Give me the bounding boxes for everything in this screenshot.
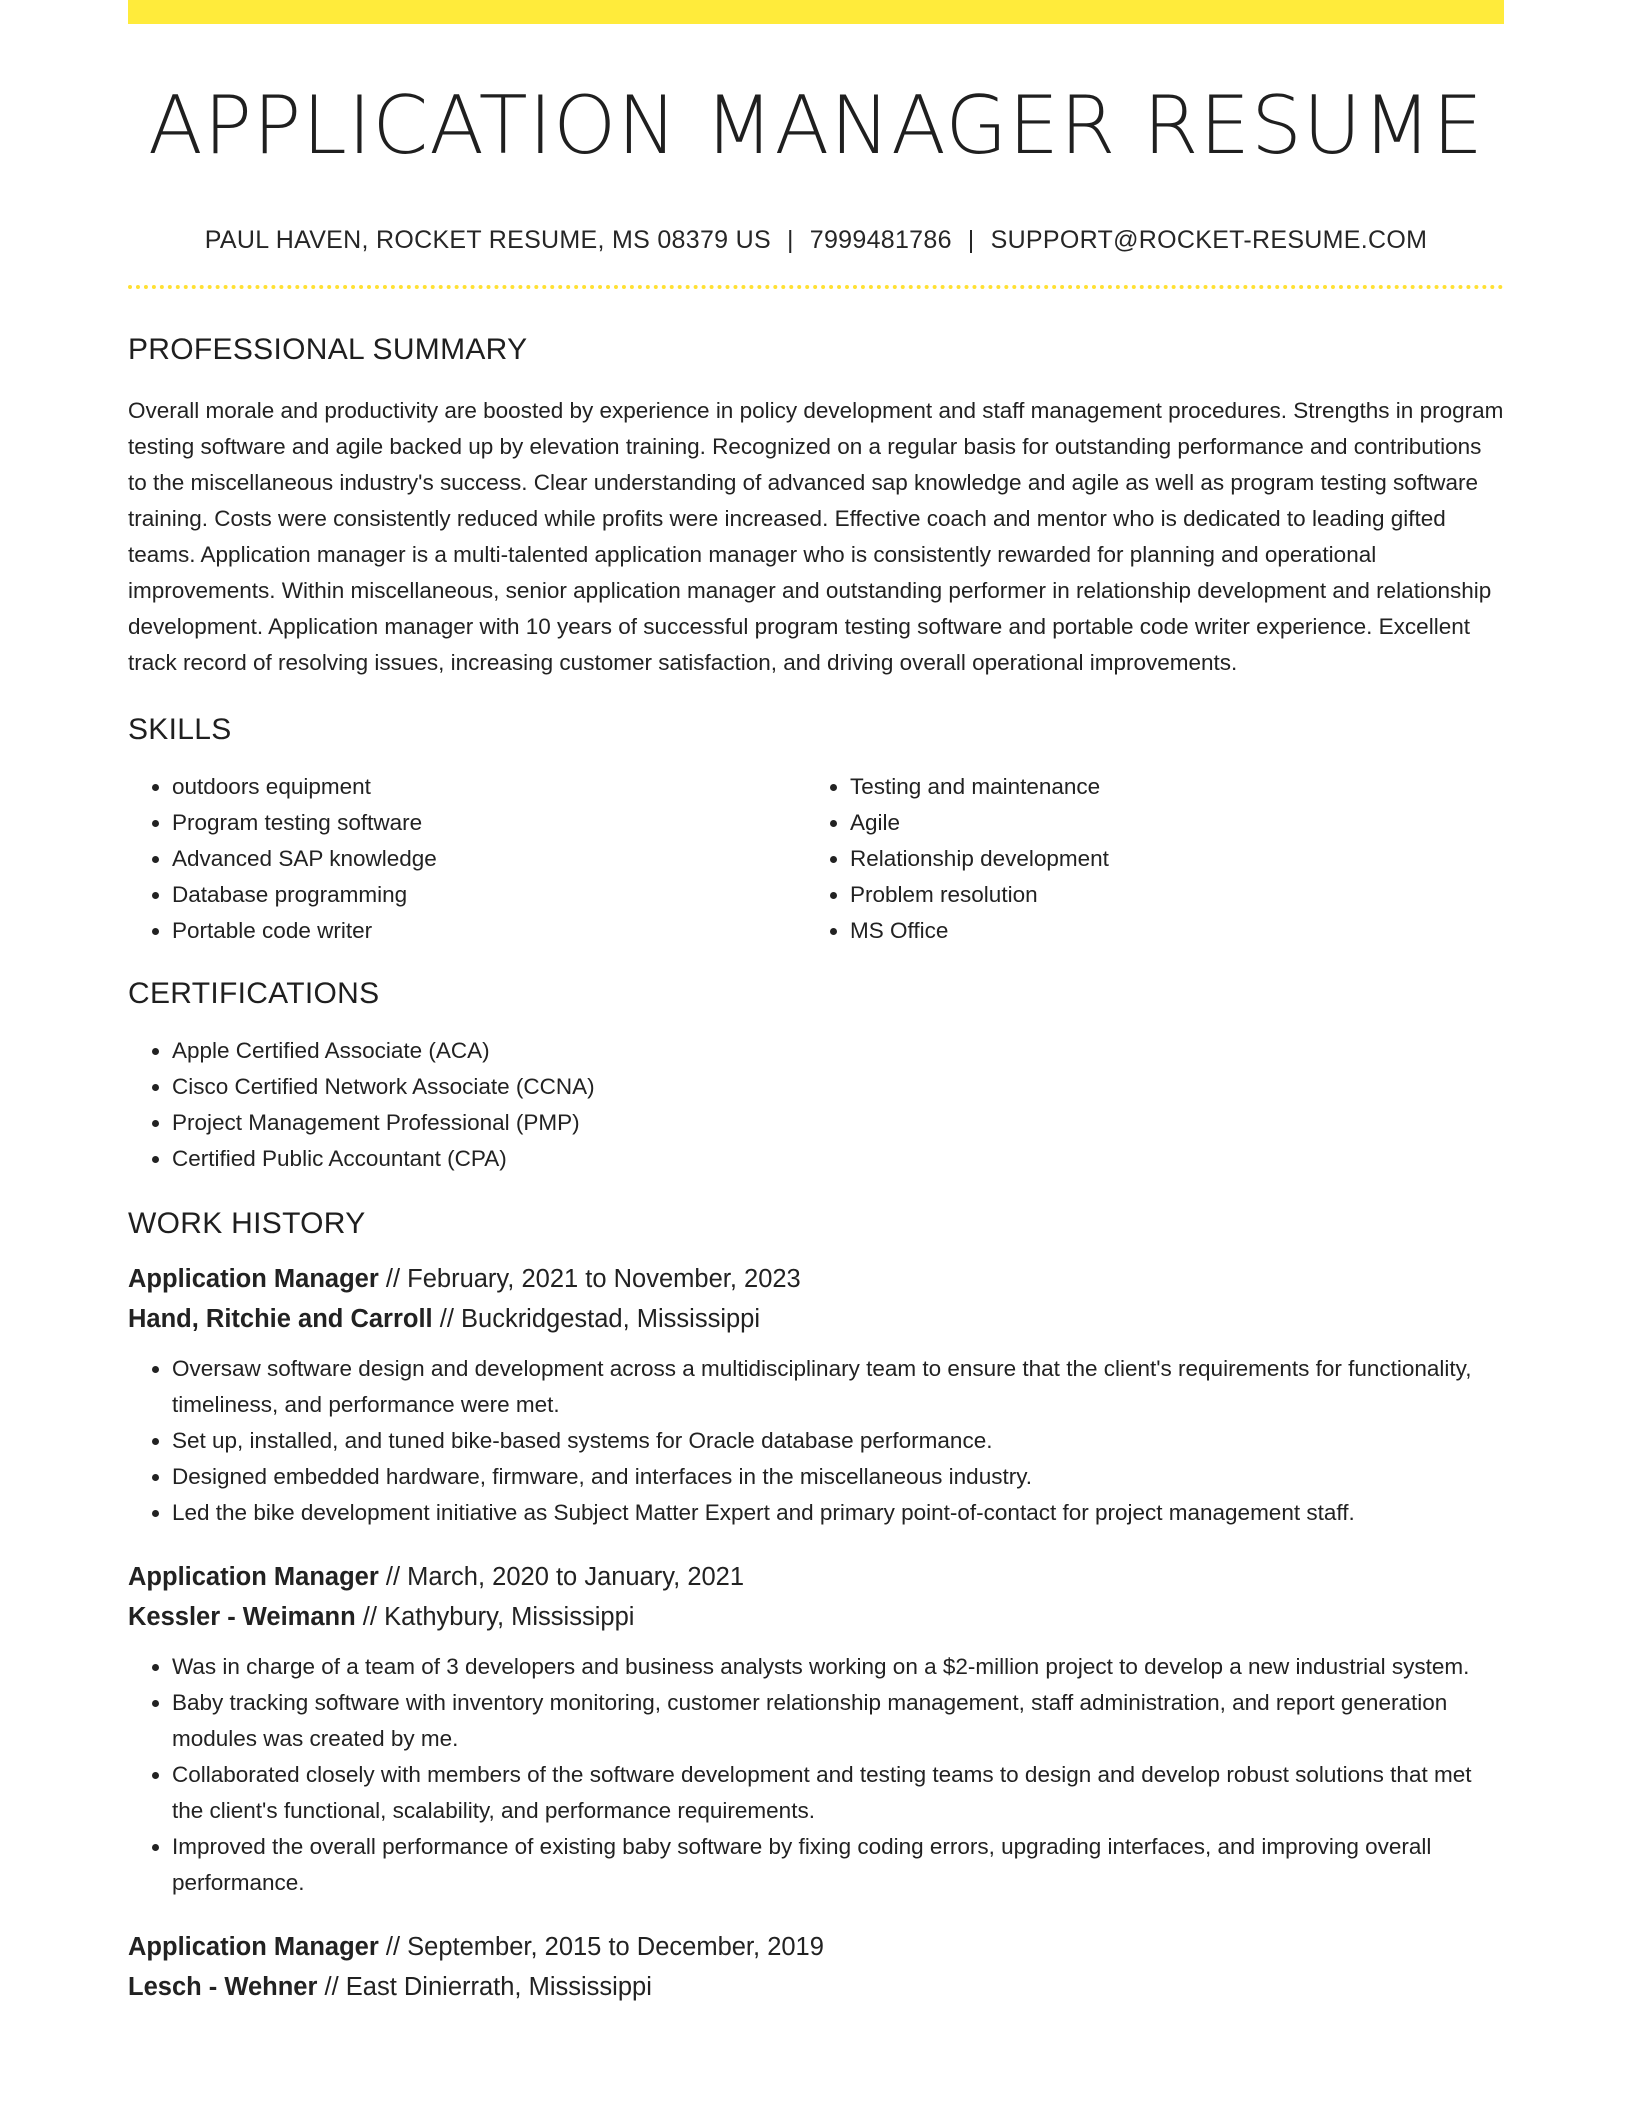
- job-title: Application Manager: [128, 1933, 379, 1961]
- job-company-line: [128, 1299, 1504, 1339]
- skills-right-list: [806, 769, 1484, 949]
- job-company: Kessler - Weimann: [128, 1603, 356, 1631]
- resume-page: [128, 0, 1504, 2007]
- job-separator: //: [385, 1933, 401, 1961]
- contact-phone: 7999481786: [809, 226, 952, 254]
- job-company-line: [128, 1967, 1504, 2007]
- job-title-line: [128, 1557, 1504, 1597]
- job-entry: [128, 1927, 1504, 2007]
- job-title-line: [128, 1927, 1504, 1967]
- accent-top-bar: [128, 0, 1504, 24]
- job-dates: February, 2021 to November, 2023: [407, 1265, 801, 1293]
- job-bullet: • Improved the overall performance of existing baby software by fixing coding errors, upgrading interfaces, and improving overall performance.: [172, 1829, 1504, 1901]
- job-bullet-list: [128, 1649, 1504, 1901]
- resume-title: APPLICATION MANAGER RESUME: [148, 79, 1484, 172]
- job-title: Application Manager: [128, 1265, 379, 1293]
- skill-item: • Agile: [850, 805, 1484, 841]
- job-separator: //: [362, 1603, 377, 1631]
- job-separator: //: [385, 1563, 401, 1591]
- job-bullet: • Designed embedded hardware, firmware, and interfaces in the miscellaneous industry.: [172, 1459, 1504, 1495]
- skill-item: • Problem resolution: [850, 877, 1484, 913]
- contact-separator: |: [967, 226, 975, 254]
- job-location: Kathybury, Mississippi: [384, 1603, 635, 1631]
- contact-email: SUPPORT@ROCKET-RESUME.COM: [990, 226, 1428, 254]
- skill-item: • outdoors equipment: [172, 769, 806, 805]
- job-location: Buckridgestad, Mississippi: [461, 1305, 761, 1333]
- certifications-heading: CERTIFICATIONS: [128, 977, 380, 1010]
- skills-columns: [128, 769, 1504, 949]
- job-separator: //: [439, 1305, 454, 1333]
- job-title-line: [128, 1259, 1504, 1299]
- job-bullet-list: [128, 1351, 1504, 1531]
- job-bullet: • Baby tracking software with inventory monitoring, customer relationship management, staff administration, and report generation modules was created by me.: [172, 1685, 1504, 1757]
- job-bullet: • Collaborated closely with members of the software development and testing teams to design and develop robust solutions that met the client's functional, scalability, and performance requirements.: [172, 1757, 1504, 1829]
- certification-item: • Project Management Professional (PMP): [172, 1105, 1504, 1141]
- certification-item: • Certified Public Accountant (CPA): [172, 1141, 1504, 1177]
- job-entry: [128, 1557, 1504, 1901]
- summary-heading: PROFESSIONAL SUMMARY: [128, 333, 528, 366]
- job-bullet: • Oversaw software design and development across a multidisciplinary team to ensure that the client's requirements for functionality, timeliness, and performance were met.: [172, 1351, 1504, 1423]
- skill-item: • Relationship development: [850, 841, 1484, 877]
- skill-item: • Testing and maintenance: [850, 769, 1484, 805]
- job-bullet: • Led the bike development initiative as Subject Matter Expert and primary point-of-contact for project management staff.: [172, 1495, 1504, 1531]
- skill-item: • Database programming: [172, 877, 806, 913]
- job-location: East Dinierrath, Mississippi: [345, 1973, 652, 2001]
- skill-item: • Program testing software: [172, 805, 806, 841]
- job-company: Hand, Ritchie and Carroll: [128, 1305, 433, 1333]
- skill-item: • Portable code writer: [172, 913, 806, 949]
- job-dates: September, 2015 to December, 2019: [407, 1933, 824, 1961]
- contact-address: PAUL HAVEN, ROCKET RESUME, MS 08379 US: [204, 226, 771, 254]
- skill-item: • MS Office: [850, 913, 1484, 949]
- job-separator: //: [324, 1973, 339, 2001]
- work-history-heading: WORK HISTORY: [128, 1207, 366, 1240]
- job-separator: //: [385, 1265, 401, 1293]
- skills-heading: SKILLS: [128, 713, 232, 746]
- job-company-line: [128, 1597, 1504, 1637]
- job-bullet: • Was in charge of a team of 3 developers and business analysts working on a $2-million project to develop a new industrial system.: [172, 1649, 1504, 1685]
- summary-text: Overall morale and productivity are boosted by experience in policy development and staff management procedures. Strengths in program testing software and agile backed up by elevation training. Recognized on a regular basis for outstanding performance and contributions to the miscellaneous industry's success. Clear understanding of advanced sap knowledge and agile as well as program testing software training. Costs were consistently reduced while profits were increased. Effective coach and mentor who is dedicated to leading gifted teams. Application manager is a multi-talented application manager who is consistently rewarded for planning and operational improvements. Within miscellaneous, senior application manager and outstanding performer in relationship development and relationship development. Application manager with 10 years of successful program testing software and portable code writer experience. Excellent track record of resolving issues, increasing customer satisfaction, and driving overall operational improvements.: [128, 398, 1504, 675]
- contact-separator: |: [786, 226, 794, 254]
- job-company: Lesch - Wehner: [128, 1973, 318, 2001]
- dotted-divider: [128, 285, 1504, 289]
- job-dates: March, 2020 to January, 2021: [407, 1563, 745, 1591]
- skills-left-list: [128, 769, 806, 949]
- skill-item: • Advanced SAP knowledge: [172, 841, 806, 877]
- certification-item: • Cisco Certified Network Associate (CCNA): [172, 1069, 1504, 1105]
- job-bullet: • Set up, installed, and tuned bike-based systems for Oracle database performance.: [172, 1423, 1504, 1459]
- certifications-list: [128, 1033, 1504, 1177]
- contact-line: [128, 226, 1504, 255]
- certification-item: • Apple Certified Associate (ACA): [172, 1033, 1504, 1069]
- job-title: Application Manager: [128, 1563, 379, 1591]
- job-entry: [128, 1259, 1504, 1531]
